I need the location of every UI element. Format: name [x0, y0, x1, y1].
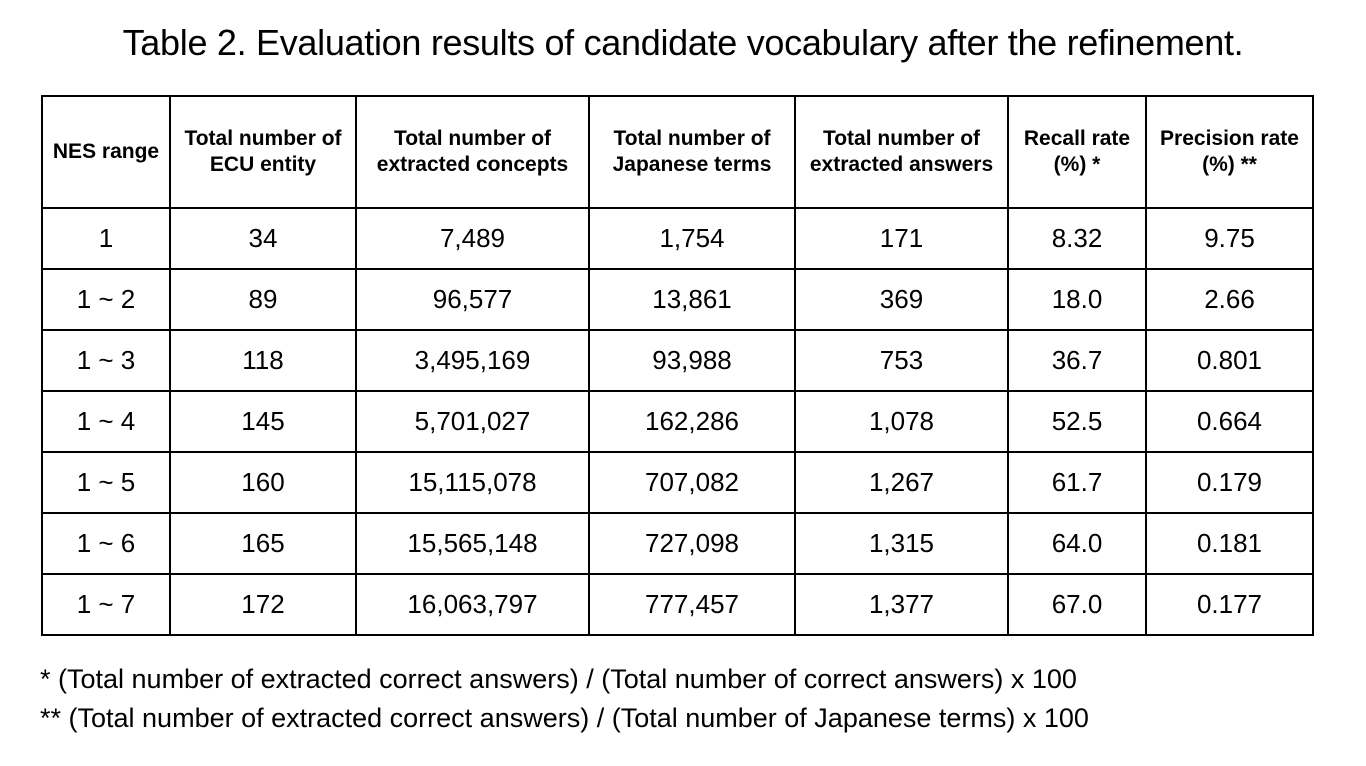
cell-japanese-terms: 13,861 [589, 269, 795, 330]
table-row [42, 574, 1313, 635]
header-label: Total number of [822, 127, 981, 150]
header-label: Total number of [613, 127, 771, 150]
header-label: extracted answers [809, 153, 994, 176]
header-label: Total number of [393, 127, 552, 150]
table-row [42, 208, 1313, 269]
table-row [42, 269, 1313, 330]
header-ecu-entity [170, 96, 356, 208]
header-row [42, 96, 1313, 208]
cell-precision-rate: 0.177 [1146, 574, 1313, 635]
cell-japanese-terms: 727,098 [589, 513, 795, 574]
cell-extracted-answers: 171 [795, 208, 1008, 269]
header-extracted-answers [795, 96, 1008, 208]
header-label: Japanese terms [612, 153, 772, 176]
footnote-recall: * (Total number of extracted correct answers) / (Total number of correct answers) x 100 [40, 664, 1077, 694]
cell-japanese-terms: 93,988 [589, 330, 795, 391]
cell-extracted-answers: 1,267 [795, 452, 1008, 513]
cell-nes-range: 1 ~ 3 [42, 330, 170, 391]
cell-extracted-answers: 369 [795, 269, 1008, 330]
header-label: ECU entity [209, 153, 317, 176]
cell-ecu-entity: 165 [170, 513, 356, 574]
cell-japanese-terms: 707,082 [589, 452, 795, 513]
header-label: (%) * [1053, 153, 1101, 176]
cell-recall-rate: 64.0 [1008, 513, 1146, 574]
header-label: (%) ** [1202, 153, 1257, 176]
cell-ecu-entity: 145 [170, 391, 356, 452]
cell-extracted-concepts: 15,115,078 [356, 452, 589, 513]
header-extracted-concepts [356, 96, 589, 208]
cell-nes-range: 1 ~ 5 [42, 452, 170, 513]
cell-extracted-concepts: 96,577 [356, 269, 589, 330]
cell-ecu-entity: 160 [170, 452, 356, 513]
cell-precision-rate: 2.66 [1146, 269, 1313, 330]
cell-nes-range: 1 [42, 208, 170, 269]
cell-recall-rate: 8.32 [1008, 208, 1146, 269]
header-label: Total number of [184, 127, 342, 150]
cell-recall-rate: 67.0 [1008, 574, 1146, 635]
cell-recall-rate: 18.0 [1008, 269, 1146, 330]
header-label: Precision rate [1160, 127, 1299, 150]
cell-japanese-terms: 777,457 [589, 574, 795, 635]
cell-extracted-concepts: 5,701,027 [356, 391, 589, 452]
cell-ecu-entity: 118 [170, 330, 356, 391]
cell-nes-range: 1 ~ 4 [42, 391, 170, 452]
header-nes-range [42, 96, 170, 208]
cell-precision-rate: 0.664 [1146, 391, 1313, 452]
cell-ecu-entity: 34 [170, 208, 356, 269]
header-recall-rate [1008, 96, 1146, 208]
cell-extracted-concepts: 16,063,797 [356, 574, 589, 635]
cell-extracted-answers: 1,377 [795, 574, 1008, 635]
header-label: extracted concepts [376, 153, 569, 176]
cell-precision-rate: 0.181 [1146, 513, 1313, 574]
cell-precision-rate: 0.801 [1146, 330, 1313, 391]
cell-nes-range: 1 ~ 6 [42, 513, 170, 574]
table-row [42, 330, 1313, 391]
header-precision-rate [1146, 96, 1313, 208]
cell-extracted-answers: 753 [795, 330, 1008, 391]
header-japanese-terms [589, 96, 795, 208]
cell-extracted-answers: 1,315 [795, 513, 1008, 574]
header-label: NES range [52, 140, 160, 163]
cell-recall-rate: 61.7 [1008, 452, 1146, 513]
table-row [42, 391, 1313, 452]
cell-recall-rate: 52.5 [1008, 391, 1146, 452]
header-label: Recall rate [1023, 127, 1131, 150]
cell-nes-range: 1 ~ 2 [42, 269, 170, 330]
cell-ecu-entity: 172 [170, 574, 356, 635]
table-title: Table 2. Evaluation results of candidate vocabulary after the refinement. [122, 22, 1244, 63]
cell-nes-range: 1 ~ 7 [42, 574, 170, 635]
cell-precision-rate: 0.179 [1146, 452, 1313, 513]
cell-extracted-concepts: 3,495,169 [356, 330, 589, 391]
cell-extracted-answers: 1,078 [795, 391, 1008, 452]
table-row [42, 452, 1313, 513]
footnote-precision: ** (Total number of extracted correct answers) / (Total number of Japanese terms) x 100 [40, 703, 1089, 733]
evaluation-results-table [41, 95, 1314, 636]
table-row [42, 513, 1313, 574]
cell-extracted-concepts: 15,565,148 [356, 513, 589, 574]
cell-precision-rate: 9.75 [1146, 208, 1313, 269]
cell-extracted-concepts: 7,489 [356, 208, 589, 269]
cell-recall-rate: 36.7 [1008, 330, 1146, 391]
cell-japanese-terms: 1,754 [589, 208, 795, 269]
footnotes [40, 660, 1089, 738]
cell-ecu-entity: 89 [170, 269, 356, 330]
cell-japanese-terms: 162,286 [589, 391, 795, 452]
